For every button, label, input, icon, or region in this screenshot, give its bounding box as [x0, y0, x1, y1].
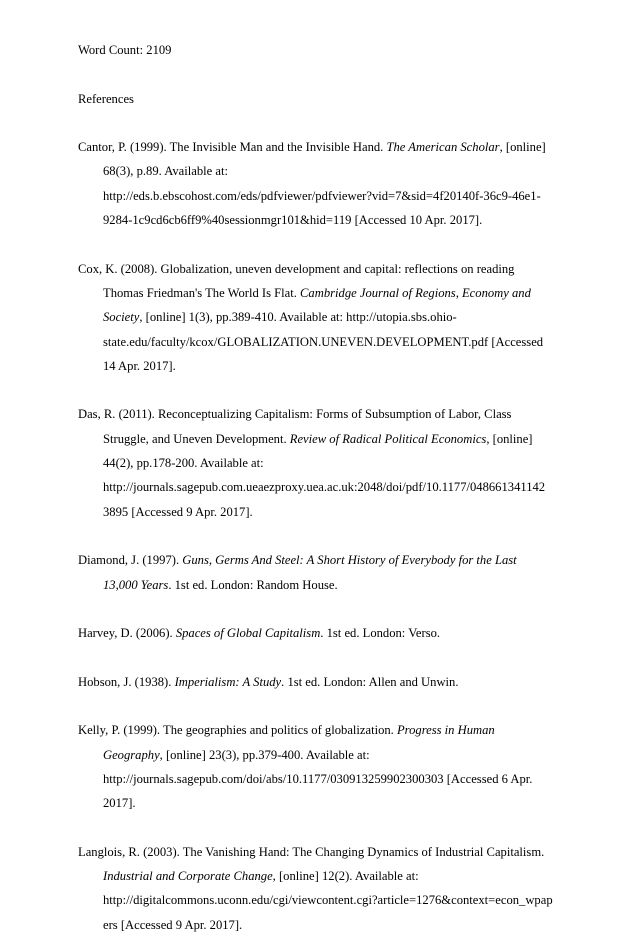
reference-text: , [online]	[499, 140, 546, 155]
reference-line	[78, 791, 568, 815]
reference-entry	[78, 621, 568, 645]
reference-text: 9284-1c9cd6cb6ff9%40sessionmgr101&hid=119 [Accessed 10 Apr. 2017].	[103, 213, 483, 228]
reference-line	[78, 888, 568, 912]
reference-line	[78, 621, 568, 645]
reference-text: , [online] 23(3), pp.379-400. Available at:	[159, 747, 370, 762]
reference-text: ers [Accessed 9 Apr. 2017].	[103, 917, 243, 932]
reference-line	[78, 451, 568, 475]
references-list	[78, 135, 568, 937]
reference-title-text: Imperialism: A Study	[174, 674, 282, 689]
reference-title-text: The American Scholar	[386, 140, 500, 155]
reference-title-text: Society	[103, 310, 140, 325]
reference-text: Diamond, J. (1997).	[78, 553, 183, 568]
reference-text: . 1st ed. London: Allen and Unwin.	[281, 674, 459, 689]
reference-line	[78, 718, 568, 742]
reference-line	[78, 743, 568, 767]
reference-line	[78, 159, 568, 183]
reference-text: , [online]	[486, 431, 533, 446]
reference-line	[78, 257, 568, 281]
reference-line	[78, 500, 568, 524]
reference-line	[78, 864, 568, 888]
reference-entry	[78, 718, 568, 815]
reference-title-text: 13,000 Years	[103, 577, 169, 592]
reference-text: Thomas Friedman's The World Is Flat.	[103, 285, 301, 300]
reference-title-text: Guns, Germs And Steel: A Short History of Everybody for the Last	[182, 553, 517, 568]
reference-text: 3895 [Accessed 9 Apr. 2017].	[103, 504, 253, 519]
reference-text: Hobson, J. (1938).	[78, 674, 175, 689]
reference-title-text: Progress in Human	[396, 723, 495, 738]
reference-line	[78, 548, 568, 572]
word-count	[78, 38, 568, 62]
reference-line	[78, 913, 568, 937]
reference-text: 44(2), pp.178-200. Available at:	[103, 456, 264, 471]
reference-line	[78, 135, 568, 159]
reference-entry	[78, 402, 568, 523]
reference-line	[78, 402, 568, 426]
reference-text: . 1st ed. London: Random House.	[168, 577, 338, 592]
reference-title-text: Review of Radical Political Economics	[289, 431, 487, 446]
reference-title-text: Cambridge Journal of Regions, Economy and	[300, 285, 531, 300]
reference-line	[78, 208, 568, 232]
reference-title-text: Geography	[103, 747, 160, 762]
reference-entry	[78, 670, 568, 694]
reference-text: state.edu/faculty/kcox/GLOBALIZATION.UNEVEN.DEVELOPMENT.pdf [Accessed	[103, 334, 544, 349]
reference-text: http://journals.sagepub.com/doi/abs/10.1177/030913259902300303 [Accessed 6 Apr.	[103, 771, 533, 786]
reference-line	[78, 670, 568, 694]
reference-line	[78, 840, 568, 864]
reference-title-text: Spaces of Global Capitalism	[175, 626, 321, 641]
reference-text: . 1st ed. London: Verso.	[320, 626, 441, 641]
reference-text: Cox, K. (2008). Globalization, uneven development and capital: reflections on reading	[78, 261, 515, 276]
reference-text: Kelly, P. (1999). The geographies and politics of globalization.	[78, 723, 397, 738]
reference-text: http://eds.b.ebscohost.com/eds/pdfviewer/pdfviewer?vid=7&sid=4f20140f-36c9-46e1-	[103, 188, 541, 203]
reference-text: Langlois, R. (2003). The Vanishing Hand: The Changing Dynamics of Industrial Capitalism.	[78, 844, 545, 859]
reference-text: Das, R. (2011). Reconceptualizing Capitalism: Forms of Subsumption of Labor, Class	[78, 407, 512, 422]
reference-title-text: Industrial and Corporate Change	[103, 869, 273, 884]
reference-line	[78, 281, 568, 305]
reference-text: 68(3), p.89. Available at:	[103, 164, 228, 179]
reference-text: http://journals.sagepub.com.ueaezproxy.uea.ac.uk:2048/doi/pdf/10.1177/048661341142	[103, 480, 546, 495]
reference-entry	[78, 548, 568, 597]
word-count-value: 2109	[146, 43, 172, 57]
reference-text: Struggle, and Uneven Development.	[103, 431, 290, 446]
reference-line	[78, 767, 568, 791]
reference-entry	[78, 840, 568, 937]
reference-line	[78, 573, 568, 597]
reference-line	[78, 184, 568, 208]
reference-line	[78, 475, 568, 499]
reference-text: 2017].	[103, 796, 136, 811]
reference-text: http://digitalcommons.uconn.edu/cgi/viewcontent.cgi?article=1276&context=econ_wpap	[103, 893, 553, 908]
word-count-label: Word Count:	[78, 43, 144, 57]
reference-text: , [online] 1(3), pp.389-410. Available at: http://utopia.sbs.ohio-	[139, 310, 457, 325]
reference-line	[78, 330, 568, 354]
reference-text: Cantor, P. (1999). The Invisible Man and the Invisible Hand.	[78, 140, 387, 155]
reference-entry	[78, 135, 568, 232]
references-heading: References	[78, 91, 134, 106]
reference-line	[78, 305, 568, 329]
reference-text: 14 Apr. 2017].	[103, 358, 176, 373]
reference-text: Harvey, D. (2006).	[78, 626, 176, 641]
reference-line	[78, 354, 568, 378]
reference-line	[78, 427, 568, 451]
reference-entry	[78, 257, 568, 378]
reference-text: , [online] 12(2). Available at:	[272, 869, 419, 884]
